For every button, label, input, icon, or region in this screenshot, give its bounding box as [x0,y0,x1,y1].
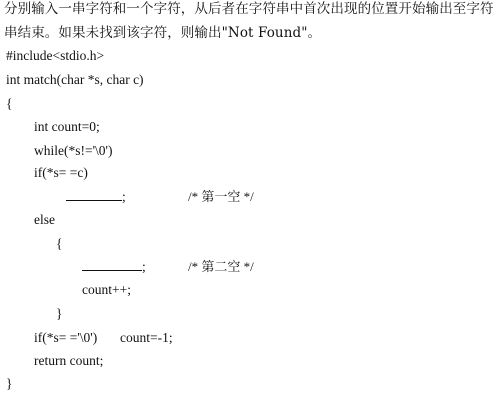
blank-2-semicolon: ; [142,259,146,274]
code-while: while(*s!='\0') [34,143,113,158]
comment-blank-1: /* 第一空 */ [188,189,254,204]
fill-in-blank-2 [82,258,142,271]
code-signature: int match(char *s, char c) [6,72,144,87]
code-if: if(*s= =c) [34,165,88,180]
comment-blank-2: /* 第二空 */ [188,259,254,274]
code-blank-1 [66,188,126,206]
intro-line-1: 分别输入一串字符和一个字符，从后者在字符串中首次出现的位置开始输出至字符 [4,1,494,17]
code-inner-close-brace: } [56,306,63,321]
code-else: else [34,212,55,227]
code-count-inc: count++; [82,282,131,297]
code-count-init: int count=0; [34,119,100,134]
code-inner-open-brace: { [56,236,63,251]
code-include: #include<stdio.h> [6,48,105,63]
code-return: return count; [34,353,104,368]
code-close-brace: } [6,376,13,391]
blank-1-semicolon: ; [122,189,126,204]
fill-in-blank-1 [66,188,122,201]
code-if-end: if(*s= ='\0') [34,330,98,345]
code-open-brace: { [6,96,13,111]
code-count-neg: count=-1; [120,330,173,345]
intro-line-2: 串结束。如果未找到该字符，则输出"Not Found"。 [4,25,322,41]
code-blank-2 [82,258,146,276]
